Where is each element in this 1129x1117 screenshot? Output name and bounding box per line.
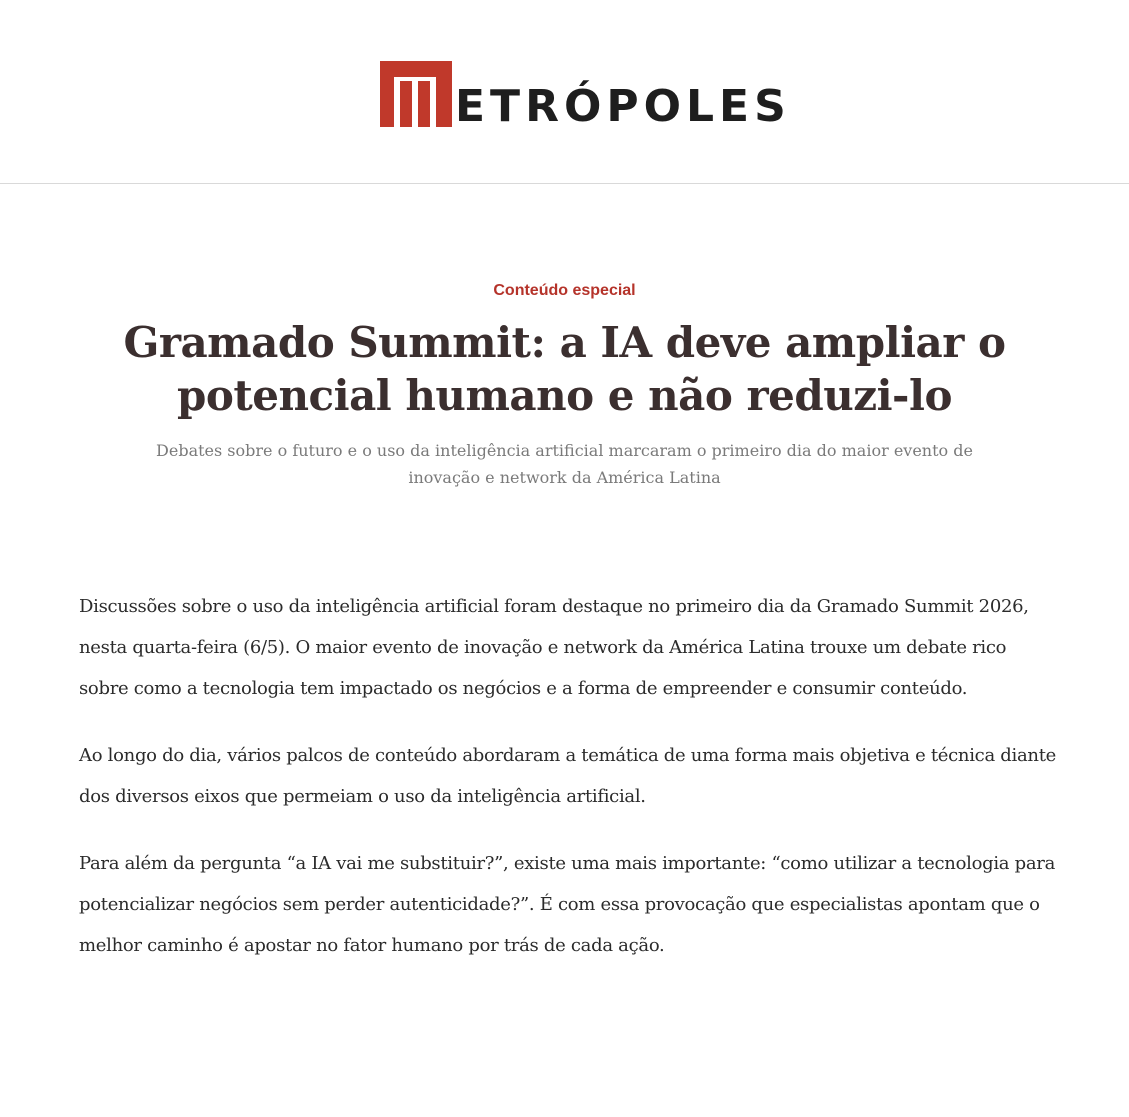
site-header <box>0 0 1129 184</box>
article-subtitle: Debates sobre o futuro e o uso da inteligência artificial marcaram o primeiro dia do maior evento de inovação e network da América Latina <box>156 441 973 487</box>
article-paragraph-2: Ao longo do dia, vários palcos de conteúdo abordaram a temática de uma forma mais objetiva e técnica diante dos diversos eixos que permeiam o uso da inteligência artificial. <box>79 745 1056 807</box>
article-paragraph-3: Para além da pergunta “a IA vai me substituir?”, existe uma mais importante: “como utilizar a tecnologia para potencializar negócios sem perder autenticidade?”. É com essa provocação que especialistas apontam que o melhor caminho é apostar no fator humano por trás de cada ação. <box>79 853 1056 956</box>
logo-wordmark: ETRÓPOLES <box>455 81 791 132</box>
article-kicker[interactable]: Conteúdo especial <box>493 282 636 299</box>
article-paragraph-1: Discussões sobre o uso da inteligência artificial foram destaque no primeiro dia da Gramado Summit 2026, nesta quarta-feira (6/5). O maior evento de inovação e network da América Latina trouxe um debate rico sobre como a tecnologia tem impactado os negócios e a forma de empreender e consumir conteúdo. <box>79 596 1029 699</box>
metropoles-logo[interactable] <box>380 59 791 132</box>
logo-m-mark-icon <box>380 61 452 127</box>
article-title: Gramado Summit: a IA deve ampliar o potencial humano e não reduzi-lo <box>123 318 1006 420</box>
article-body <box>79 586 1059 992</box>
